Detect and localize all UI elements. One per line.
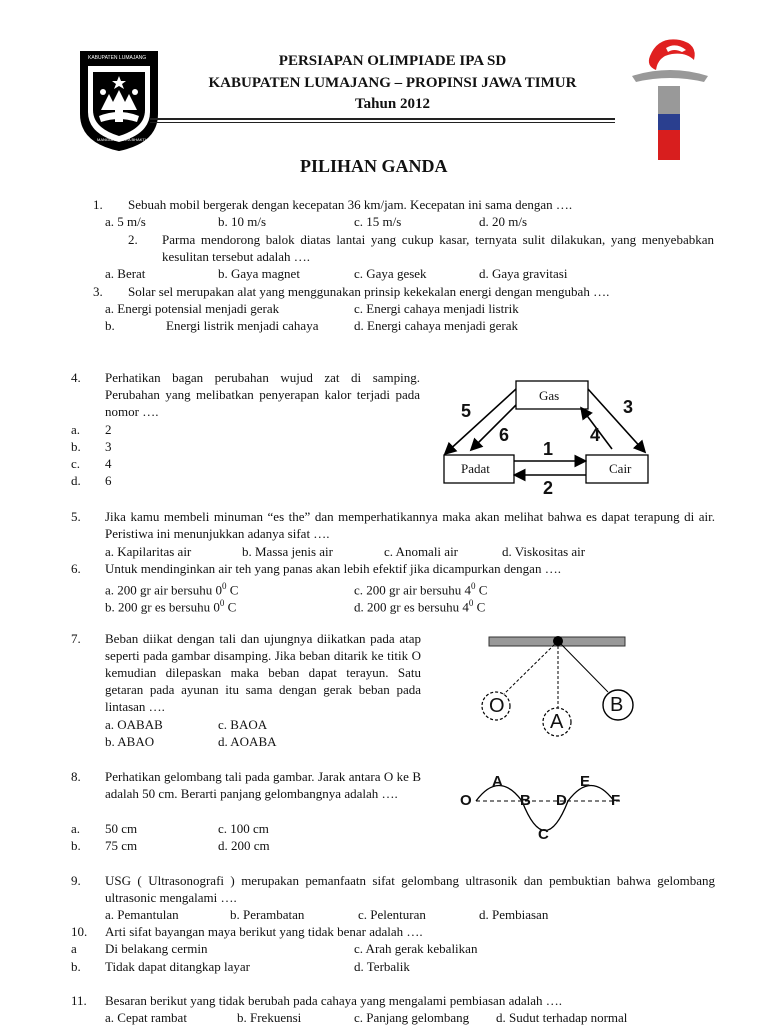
- q7-option-a: a. OABAB: [105, 717, 163, 732]
- q5-option-b: b. Massa jenis air: [242, 544, 333, 559]
- q4-option-a: 2: [105, 422, 112, 437]
- logo-left-text-bottom: MANGGALA BAYA BHAKTI: [97, 137, 146, 142]
- string-to-o: [502, 641, 558, 696]
- string-to-b: [558, 641, 608, 692]
- q11-option-a: a. Cepat rambat: [105, 1010, 187, 1025]
- q3-option-d: d. Energi cahaya menjadi gerak: [354, 318, 518, 333]
- diagram-label-padat: Padat: [461, 461, 490, 476]
- q6-option-b: [105, 595, 236, 615]
- header-line-2: KABUPATEN LUMAJANG – PROPINSI JAWA TIMUR: [208, 75, 577, 91]
- diagram-number-5: 5: [461, 401, 472, 421]
- q5-option-c: c. Anomali air: [384, 544, 459, 559]
- q11-number: 11.: [71, 993, 87, 1008]
- q6-option-a-unit: C: [226, 582, 239, 598]
- q4-text: Perhatikan bagan perubahan wujud zat di samping. Perubahan yang melibatkan penyerapan kalor terjadi pada nomor ….: [105, 370, 420, 419]
- logo-left-text-top: KABUPATEN LUMAJANG: [88, 55, 147, 61]
- q6-option-d: [354, 595, 485, 615]
- wave-label-d: D: [556, 792, 567, 809]
- q6-number: 6.: [71, 561, 81, 576]
- q6-option-c-sup: 0: [470, 581, 476, 591]
- q2-option-c: c. Gaya gesek: [354, 266, 427, 281]
- q10-option-d: d. Terbalik: [354, 959, 410, 974]
- q4-option-b: 3: [105, 439, 112, 454]
- q4-option-d: 6: [105, 473, 112, 488]
- q7-text: Beban diikat dengan tali dan ujungnya diikatkan pada atap seperti pada gambar disamping. Jika beban ditarik ke titik O kemudian dilepaskan maka beban dapat terayun. Satu getaran pada ayunan itu sama dengan gerak beban pada lintasan ….: [105, 631, 421, 714]
- q9-option-b: b. Perambatan: [230, 907, 305, 922]
- header-line-1: PERSIAPAN OLIMPIADE IPA SD: [278, 53, 507, 69]
- wave-label-a: A: [492, 773, 503, 790]
- q3-option-b-label: b.: [105, 318, 115, 333]
- q4-option-c: 4: [105, 456, 112, 471]
- wave-curve: [476, 786, 614, 831]
- wave-label-e: E: [580, 773, 591, 790]
- pendulum-label-b: B: [610, 694, 624, 716]
- q10-text: Arti sifat bayangan maya berikut yang tidak benar adalah ….: [105, 924, 423, 939]
- q9-number: 9.: [71, 873, 81, 888]
- q11-option-b: b. Frekuensi: [237, 1010, 302, 1025]
- q6-option-d-sup: 0: [468, 598, 474, 608]
- q8-option-a: 50 cm: [105, 821, 138, 836]
- diagram-label-cair: Cair: [609, 461, 632, 476]
- q6-option-d-text: d. 200 gr es bersuhu 4: [354, 599, 469, 615]
- q9-option-d: d. Pembiasan: [479, 907, 549, 922]
- q9-option-c: c. Pelenturan: [358, 907, 426, 922]
- q7-number: 7.: [71, 631, 81, 646]
- q10-option-b-label: b.: [71, 959, 81, 974]
- q1-text: Sebuah mobil bergerak dengan kecepatan 36 km/jam. Kecepatan ini sama dengan ….: [128, 197, 573, 212]
- q5-option-d: d. Viskositas air: [502, 544, 586, 559]
- olympiad-figure-logo: [628, 30, 712, 162]
- q6-option-b-sup: 0: [219, 598, 225, 608]
- diagram-number-4: 4: [590, 425, 601, 445]
- q8-text: Perhatikan gelombang tali pada gambar. Jarak antara O ke B adalah 50 cm. Berarti panjang gelombangnya adalah ….: [105, 769, 421, 801]
- q6-option-d-unit: C: [473, 599, 486, 615]
- q8-number: 8.: [71, 769, 81, 784]
- header-rule-thick: [150, 118, 615, 120]
- q6-option-c-unit: C: [475, 582, 488, 598]
- q3-option-c: c. Energi cahaya menjadi listrik: [354, 301, 519, 316]
- q2-text: Parma mendorong balok diatas lantai yang cukup kasar, ternyata sulit dilakukan, yang menyebabkan kesulitan tersebut adalah ….: [162, 232, 714, 264]
- q10-option-a-label: a: [71, 941, 77, 956]
- section-title: PILIHAN GANDA: [300, 156, 448, 176]
- q1-option-c: c. 15 m/s: [354, 214, 402, 229]
- q6-option-a-sup: 0: [221, 581, 227, 591]
- q6-text: Untuk mendinginkan air teh yang panas akan lebih efektif jika dicampurkan dengan ….: [105, 561, 561, 576]
- wave-label-c: C: [538, 826, 549, 843]
- q8-option-a-label: a.: [71, 821, 81, 836]
- q10-option-b: Tidak dapat ditangkap layar: [105, 959, 251, 974]
- q9-option-a: a. Pemantulan: [105, 907, 179, 922]
- wave-label-o: O: [460, 792, 472, 809]
- q4-option-d-label: d.: [71, 473, 81, 488]
- q9-text: USG ( Ultrasonografi ) merupakan pemanfaatn sifat gelombang ultrasonik dan pembuktian bahwa gelombang ultrasonic mengalami ….: [105, 873, 715, 905]
- arrow-6: [472, 405, 516, 449]
- q7-option-d: d. AOABA: [218, 734, 277, 749]
- q8-option-b-label: b.: [71, 838, 81, 853]
- q4-option-a-label: a.: [71, 422, 81, 437]
- wave-label-f: F: [611, 792, 621, 809]
- q10-option-c: c. Arah gerak kebalikan: [354, 941, 478, 956]
- q1-number: 1.: [93, 197, 103, 212]
- diagram-number-1: 1: [543, 439, 554, 459]
- pendulum-label-a: A: [550, 711, 564, 733]
- q7-option-b: b. ABAO: [105, 734, 155, 749]
- q11-option-c: c. Panjang gelombang: [354, 1010, 470, 1025]
- q3-text: Solar sel merupakan alat yang menggunakan prinsip kekekalan energi dengan mengubah ….: [128, 284, 610, 299]
- diagram-number-6: 6: [499, 425, 510, 445]
- header-line-3: Tahun 2012: [355, 96, 430, 112]
- header-rule-thin: [150, 122, 615, 123]
- q4-number: 4.: [71, 370, 81, 385]
- q11-option-d: d. Sudut terhadap normal: [496, 1010, 628, 1025]
- q4-option-b-label: b.: [71, 439, 81, 454]
- q2-option-d: d. Gaya gravitasi: [479, 266, 568, 281]
- q11-text: Besaran berikut yang tidak berubah pada cahaya yang mengalami pembiasan adalah ….: [105, 993, 562, 1008]
- q10-number: 10.: [71, 924, 88, 939]
- q3-option-a: a. Energi potensial menjadi gerak: [105, 301, 280, 316]
- q10-option-a: Di belakang cermin: [105, 941, 208, 956]
- q5-text: Jika kamu membeli minuman “es the” dan memperhatikannya maka akan melihat bahwa es dapat terapung di air. Peristiwa ini menunjukkan adanya sifat ….: [105, 509, 715, 541]
- diagram-number-3: 3: [623, 397, 634, 417]
- q7-option-c: c. BAOA: [218, 717, 268, 732]
- q5-number: 5.: [71, 509, 81, 524]
- wave-label-b: B: [520, 792, 531, 809]
- q1-option-b: b. 10 m/s: [218, 214, 267, 229]
- pendulum-label-o: O: [489, 695, 505, 717]
- q2-option-b: b. Gaya magnet: [218, 266, 300, 281]
- q4-option-c-label: c.: [71, 456, 81, 471]
- q2-number: 2.: [128, 232, 138, 247]
- q8-option-d: d. 200 cm: [218, 838, 270, 853]
- q6-option-b-text: b. 200 gr es bersuhu 0: [105, 599, 220, 615]
- q6-option-c-text: c. 200 gr air bersuhu 4: [354, 582, 471, 598]
- diagram-label-gas: Gas: [539, 388, 560, 403]
- q6-option-a-text: a. 200 gr air bersuhu 0: [105, 582, 222, 598]
- q5-option-a: a. Kapilaritas air: [105, 544, 192, 559]
- q1-option-a: a. 5 m/s: [105, 214, 146, 229]
- q3-option-b: Energi listrik menjadi cahaya: [166, 318, 319, 333]
- diagram-number-2: 2: [543, 478, 554, 498]
- q6-option-b-unit: C: [224, 599, 237, 615]
- q8-option-c: c. 100 cm: [218, 821, 269, 836]
- q8-option-b: 75 cm: [105, 838, 138, 853]
- q2-option-a: a. Berat: [105, 266, 146, 281]
- q3-number: 3.: [93, 284, 103, 299]
- q1-option-d: d. 20 m/s: [479, 214, 528, 229]
